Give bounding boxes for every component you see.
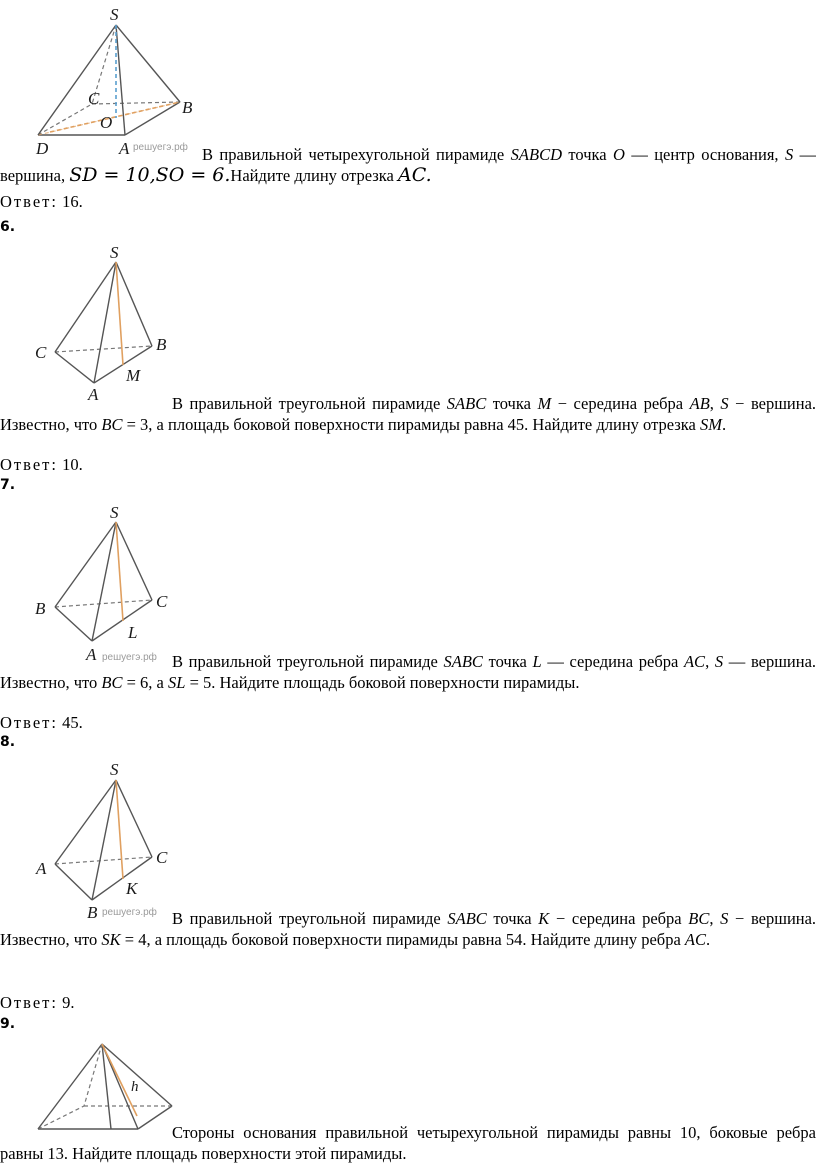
answer-7: Ответ: 45. bbox=[0, 713, 83, 732]
point-label-k: K bbox=[126, 879, 138, 898]
figure-square-pyramid-h bbox=[30, 1036, 180, 1136]
watermark: решуегэ.рф bbox=[102, 652, 157, 663]
answer-8: Ответ: 9. bbox=[0, 993, 75, 1012]
vertex-label-c: C bbox=[88, 89, 100, 108]
problem-number-7: 7. bbox=[0, 477, 16, 493]
point-label-m: M bbox=[126, 366, 141, 385]
problem6-text: В правильной треугольной пирамиде SABC точка M − середина ребра AB, S − вершина. Известно, что BC = 3, а площадь боковой поверхности пирамиды равна 45. Найдите длину отрезка SM. bbox=[0, 394, 816, 434]
vertex-label-b: B bbox=[156, 335, 167, 354]
problem-number-8: 8. bbox=[0, 734, 16, 750]
vertex-label-s: S bbox=[110, 5, 119, 24]
vertex-label-a: A bbox=[36, 859, 47, 878]
figure-square-pyramid-sabcd bbox=[20, 0, 220, 165]
height-label-h: h bbox=[131, 1079, 139, 1095]
vertex-label-d: D bbox=[36, 139, 49, 158]
figure-triangular-pyramid-sabc-k bbox=[30, 756, 180, 921]
vertex-label-c: C bbox=[156, 848, 168, 867]
point-label-o: O bbox=[100, 113, 113, 132]
watermark: решуегэ.рф bbox=[133, 142, 188, 153]
problem7-text: В правильной треугольной пирамиде SABC точка L — середина ребра AC, S — вершина. Известно, что BC = 6, а SL = 5. Найдите площадь боковой поверхности пирамиды. bbox=[0, 652, 816, 692]
problem9-text: Стороны основания правильной четырехугольной пирамиды равны 10, боковые ребра равны 13. Найдите площадь поверхности этой пирамиды. bbox=[0, 1123, 816, 1163]
problem8-text: В правильной треугольной пирамиде SABC точка K − середина ребра BC, S − вершина. Известно, что SK = 4, а площадь боковой поверхности пирамиды равна 54. Найдите длину ребра AC. bbox=[0, 909, 816, 949]
figure-triangular-pyramid-sabc-l bbox=[30, 500, 180, 665]
point-label-l: L bbox=[128, 623, 138, 642]
vertex-label-a: A bbox=[119, 139, 130, 158]
answer-6: Ответ: 10. bbox=[0, 455, 83, 474]
vertex-label-c: C bbox=[35, 343, 47, 362]
vertex-label-s: S bbox=[110, 760, 119, 779]
vertex-label-s: S bbox=[110, 243, 119, 262]
problem-number-6: 6. bbox=[0, 219, 16, 235]
vertex-label-a: A bbox=[88, 385, 99, 404]
problem5-text: В правильной четырехугольной пирамиде SABCD точка O — центр основания, S — вершина, SD = 10,SO = 6.Найдите длину отрезка AC. bbox=[0, 145, 816, 186]
watermark: решуегэ.рф bbox=[102, 907, 157, 918]
vertex-label-b: B bbox=[35, 599, 46, 618]
vertex-label-a: A bbox=[86, 645, 97, 664]
answer-5: Ответ: 16. bbox=[0, 192, 83, 211]
vertex-label-s: S bbox=[110, 503, 119, 522]
figure-triangular-pyramid-sabc-m bbox=[30, 240, 180, 404]
vertex-label-b: B bbox=[182, 98, 193, 117]
vertex-label-b: B bbox=[87, 903, 98, 922]
vertex-label-c: C bbox=[156, 592, 168, 611]
problem-number-9: 9. bbox=[0, 1016, 16, 1032]
